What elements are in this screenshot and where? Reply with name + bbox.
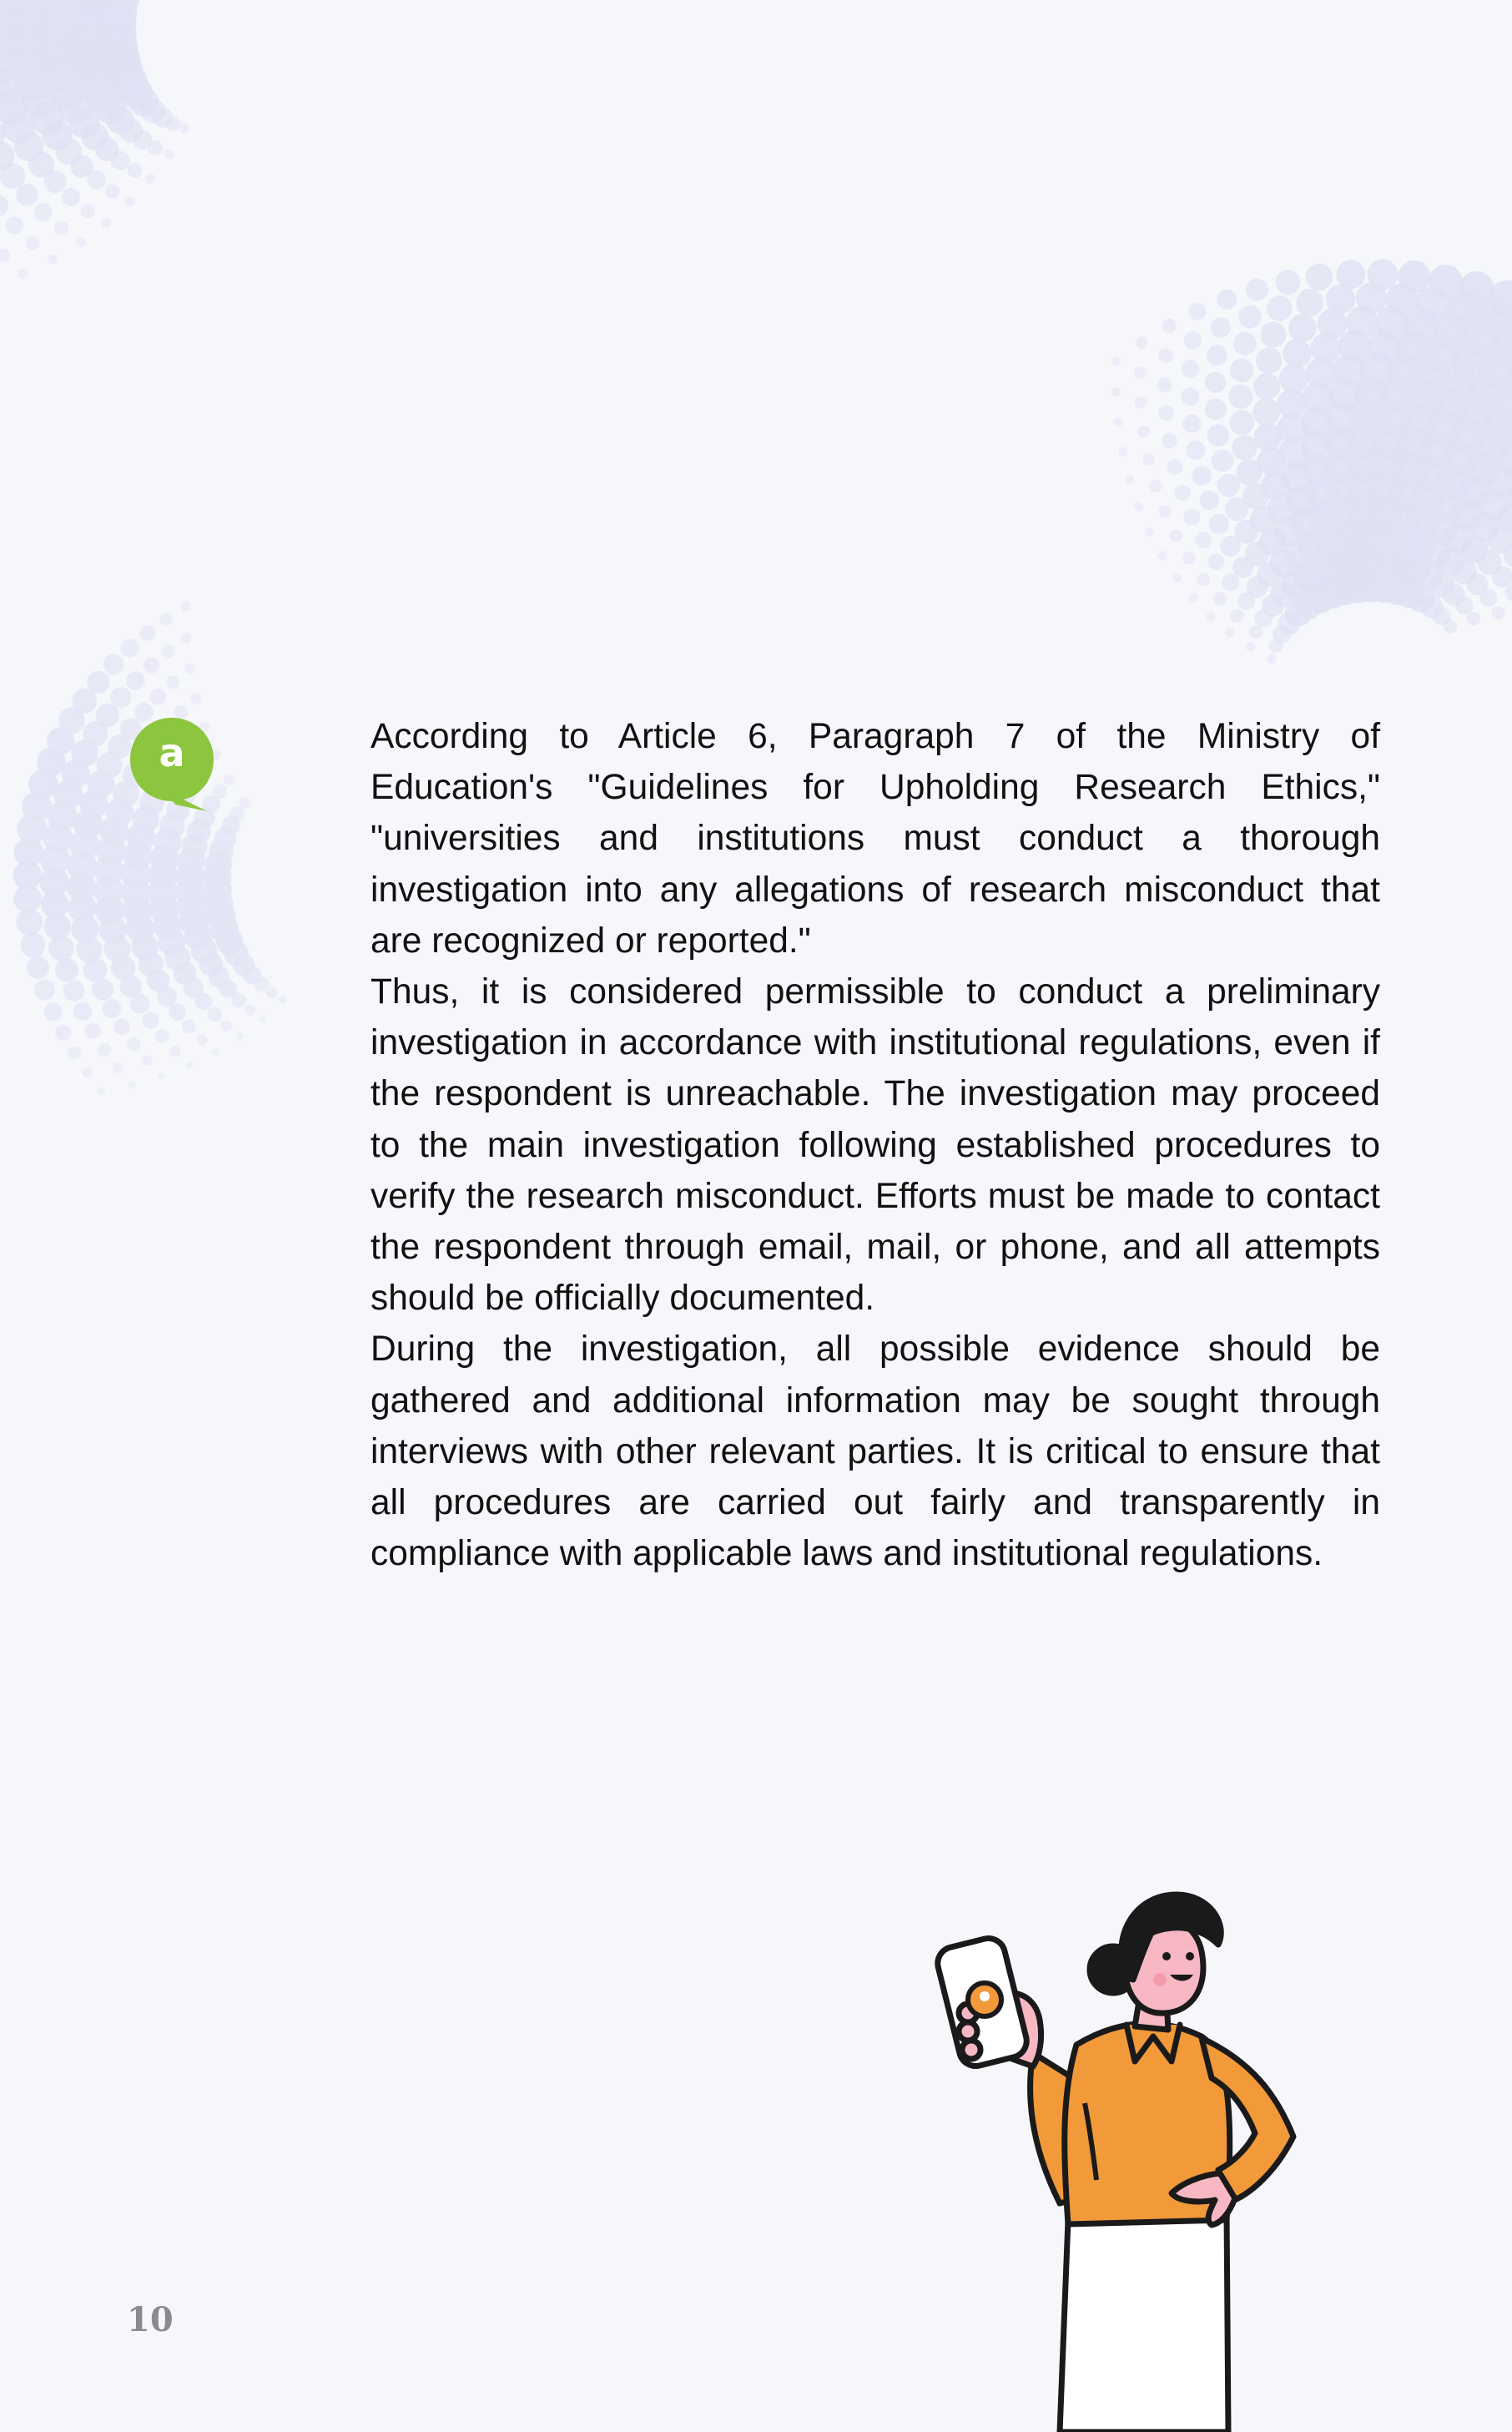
halftone-dot [55,958,78,981]
halftone-dot [1135,396,1147,409]
halftone-dot [1187,441,1206,460]
halftone-dot [1231,609,1244,623]
halftone-dot [221,1021,232,1032]
halftone-dot [26,236,40,250]
halftone-dot [1213,592,1227,605]
halftone-dot [54,221,68,235]
halftone-dot [208,1007,222,1022]
halftone-dot [76,237,86,247]
paragraph-1: According to Article 6, Paragraph 7 of the Ministry of Education's "Guidelines for Upholding Research Ethics," "universities and institutions must conduct a thorough investigation into any allegations of research misconduct that are recognized or reported." [370,717,1380,961]
halftone-dot [190,694,201,704]
halftone-dot [1111,387,1121,396]
halftone-dot [224,774,234,785]
halftone-dot [1246,279,1268,301]
halftone-dot [1111,356,1121,366]
halftone-dot [1253,373,1280,400]
halftone-dot [1207,345,1227,366]
halftone-dot [1157,377,1172,392]
halftone-dot [1207,424,1229,446]
halftone-dot [169,1003,186,1021]
halftone-dot [180,601,190,611]
halftone-dot [1336,260,1365,290]
halftone-dot [1252,398,1280,426]
halftone-dot [229,806,244,821]
halftone-dot [280,997,287,1004]
halftone-dot [1279,364,1308,393]
halftone-dot [1118,447,1127,457]
halftone-dot [179,124,189,134]
page-number: 10 [127,2300,174,2339]
halftone-dot [101,218,111,228]
halftone-dot [1238,305,1262,329]
halftone-dot [1211,317,1231,337]
halftone-dot [1157,551,1167,560]
halftone-dot [1192,467,1212,486]
halftone-dot [96,704,119,727]
halftone-dot [1158,348,1173,363]
halftone-dot [1229,410,1254,435]
halftone-dot [1212,450,1234,472]
halftone-dot [1205,398,1227,420]
halftone-dot [98,1087,105,1095]
halftone-dot [110,687,131,708]
halftone-dot [1182,415,1201,433]
halftone-dot [184,664,195,674]
answer-text [370,711,1380,1579]
halftone-dot [1181,387,1199,406]
halftone-dot [1188,593,1197,603]
halftone-dot [85,1023,101,1039]
paragraph-3: During the investigation, all possible evidence should be gathered and additional information may be sought through interviews with other relevant parties. It is critical to ensure that all procedures are carried out fairly and transparently in compliance with applicable laws and institutional regulations. [370,1330,1380,1574]
halftone-dot [1200,491,1220,511]
halftone-dot [1222,573,1239,591]
halftone-dot [162,644,175,658]
halftone-dot [1398,260,1430,293]
halftone-dot [18,269,28,279]
halftone-dot [1276,270,1301,295]
halftone-dot [27,956,49,979]
halftone-dot [1217,474,1241,497]
woman-holding-phone-illustration [885,1853,1385,2432]
halftone-dot [1159,505,1172,517]
halftone-dot [68,1047,81,1060]
halftone-dot [139,625,155,641]
halftone-dot [1182,552,1195,564]
halftone-dot [1137,426,1150,438]
halftone-dot [1467,612,1480,625]
halftone-dot [1268,654,1277,664]
halftone-dot [44,1002,63,1021]
halftone-dot [127,1037,140,1051]
halftone-dot [1172,573,1182,583]
halftone-dot [1167,459,1183,475]
halftone-dot [1228,385,1252,409]
halftone-dot [196,1034,207,1045]
halftone-dot [1233,332,1257,356]
halftone-dot [1136,336,1147,348]
halftone-dot [129,1081,136,1088]
halftone-dot [212,1048,219,1056]
halftone-dot [1175,485,1191,501]
halftone-dot [81,204,95,218]
halftone-dot [1205,372,1226,393]
halftone-dot [159,613,173,626]
halftone-dot [82,1067,92,1077]
halftone-dot [144,658,159,674]
halftone-dot [1134,502,1143,511]
halftone-dot [1217,290,1237,310]
paragraph-2: Thus, it is considered permissible to conduct a preliminary investigation in accordance with institutional regulations, even if the respondent is unreachable. The investigation may proceed to the main investigation following established procedures to verify the research misconduct. Efforts must be made to contact the respondent through email, mail, or phone, and all attempts should be officially documented. [370,972,1380,1319]
halftone-dot [169,1046,180,1057]
halftone-dot [16,184,38,205]
halftone-dot [1479,589,1497,607]
halftone-dot [73,1002,93,1021]
halftone-dot [266,987,278,999]
halftone-dot [102,999,121,1018]
halftone-dot [1230,359,1254,383]
halftone-dot [1459,271,1494,306]
halftone-dot [1491,607,1504,620]
halftone-dot [1145,527,1154,537]
halftone-dot [1260,322,1286,348]
halftone-dot [244,1005,255,1016]
halftone-dot [55,1025,71,1041]
halftone-dot [1184,509,1201,526]
halftone-dot [239,797,251,809]
halftone-dot [105,184,119,199]
halftone-dot [62,188,80,206]
halftone-dot [1277,389,1307,419]
halftone-dot [128,164,143,179]
halftone-dot [1162,319,1177,334]
halftone-dot [48,254,58,264]
halftone-dot [1158,406,1173,421]
halftone-dot [1283,339,1311,367]
halftone-dot [0,249,10,263]
halftone-dot [158,1072,165,1080]
halftone-dot [1296,289,1323,316]
halftone-dot [1209,514,1229,534]
halftone-dot [1134,367,1146,379]
halftone-dot [185,1062,193,1069]
halftone-dot [34,203,53,221]
halftone-dot [1114,417,1123,426]
halftone-dot [1150,480,1162,492]
halftone-dot [259,1016,266,1023]
halftone-dot [124,197,134,207]
halftone-dot [92,979,113,1001]
halftone-dot [142,1056,153,1067]
halftone-dot [1125,475,1134,484]
halftone-dot [167,675,180,689]
halftone-dot [1182,360,1200,378]
halftone-dot [1195,532,1212,548]
halftone-dot [103,654,124,675]
halftone-dot [1306,264,1333,290]
halftone-dot [16,909,43,936]
halftone-dot [98,1043,111,1057]
halftone-dot [1226,628,1235,637]
halftone-dot [1142,453,1155,466]
halftone-dot [113,1019,130,1036]
halftone-dot [87,671,109,694]
halftone-dot [1207,553,1224,570]
halftone-dot [6,216,23,234]
halftone-dot [1455,597,1474,615]
halftone-dot [1256,347,1283,374]
halftone-dot [1444,619,1458,633]
halftone-dot [1246,642,1255,651]
halftone-dot [20,932,45,957]
halftone-dot [121,639,139,658]
halftone-dot [1170,529,1182,542]
halftone-dot [1429,265,1463,299]
halftone-dot [48,936,73,961]
halftone-dot [1288,314,1317,342]
halftone-dot [1207,612,1216,621]
halftone-dot [113,1062,123,1073]
answer-badge [129,716,215,816]
halftone-dot [34,980,55,1001]
halftone-dot [63,981,84,1002]
halftone-dot [126,672,145,691]
halftone-dot [149,689,166,705]
answer-badge-letter: a [159,730,185,775]
halftone-dot [1267,295,1292,320]
halftone-dot [145,174,155,184]
halftone-dot [1189,303,1207,320]
halftone-dot [236,1032,244,1040]
halftone-dot [181,633,192,643]
halftone-dot [1184,331,1202,349]
halftone-dot [1232,435,1257,460]
halftone-dot [1367,259,1398,290]
halftone-dot [164,149,174,159]
halftone-dot [1197,573,1211,586]
halftone-dot [155,1030,169,1044]
halftone-dot [182,1019,196,1033]
halftone-dot [1249,625,1263,638]
halftone-dot [142,1012,159,1029]
halftone-dot [1162,433,1177,449]
halftone-dot [0,195,8,217]
